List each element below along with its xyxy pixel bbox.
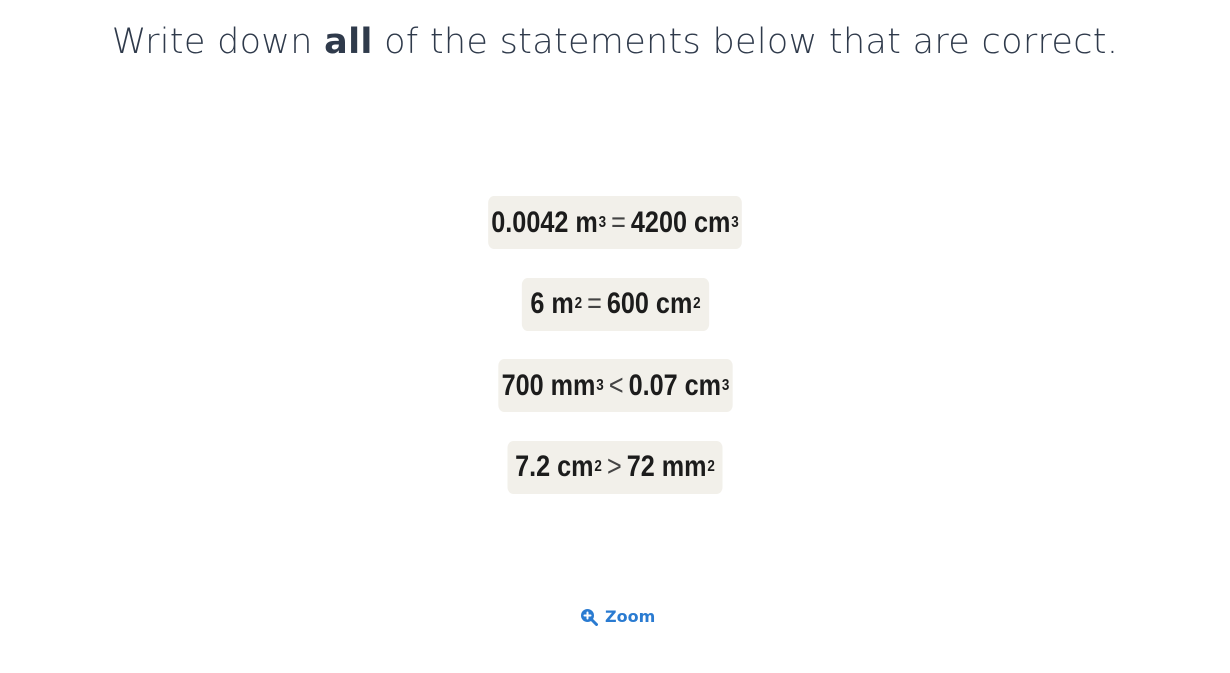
statement-card: 0.0042 m 3 = 4200 cm 3 xyxy=(488,196,742,249)
statement-operator: < xyxy=(608,368,624,402)
question-suffix: of the statements below that are correct. xyxy=(384,22,1119,62)
statement-card: 7.2 cm 2 > 72 mm 2 xyxy=(507,441,722,494)
zoom-in-icon xyxy=(580,608,598,626)
statement-operator: = xyxy=(586,287,602,320)
statement-operator: > xyxy=(606,450,622,483)
statement-left: 7.2 cm xyxy=(515,450,594,483)
question-prefix: Write down xyxy=(111,22,313,62)
statement-right: 4200 cm xyxy=(630,205,731,239)
statement-card: 6 m 2 = 600 cm 2 xyxy=(521,278,708,331)
statement-right: 72 mm xyxy=(626,450,707,483)
statement-left: 0.0042 m xyxy=(491,205,598,239)
question-title xyxy=(0,22,1230,62)
statement-left: 6 m xyxy=(529,287,574,320)
zoom-button[interactable] xyxy=(580,607,655,626)
statement-list xyxy=(0,196,1230,522)
question-emphasis: all xyxy=(324,22,373,62)
statement-card: 700 mm 3 < 0.07 cm 3 xyxy=(498,359,732,412)
statement-right: 600 cm xyxy=(606,287,692,320)
statement-right: 0.07 cm xyxy=(628,368,721,402)
statement-operator: = xyxy=(611,205,626,239)
zoom-label: Zoom xyxy=(605,607,656,626)
statement-left: 700 mm xyxy=(501,368,595,402)
